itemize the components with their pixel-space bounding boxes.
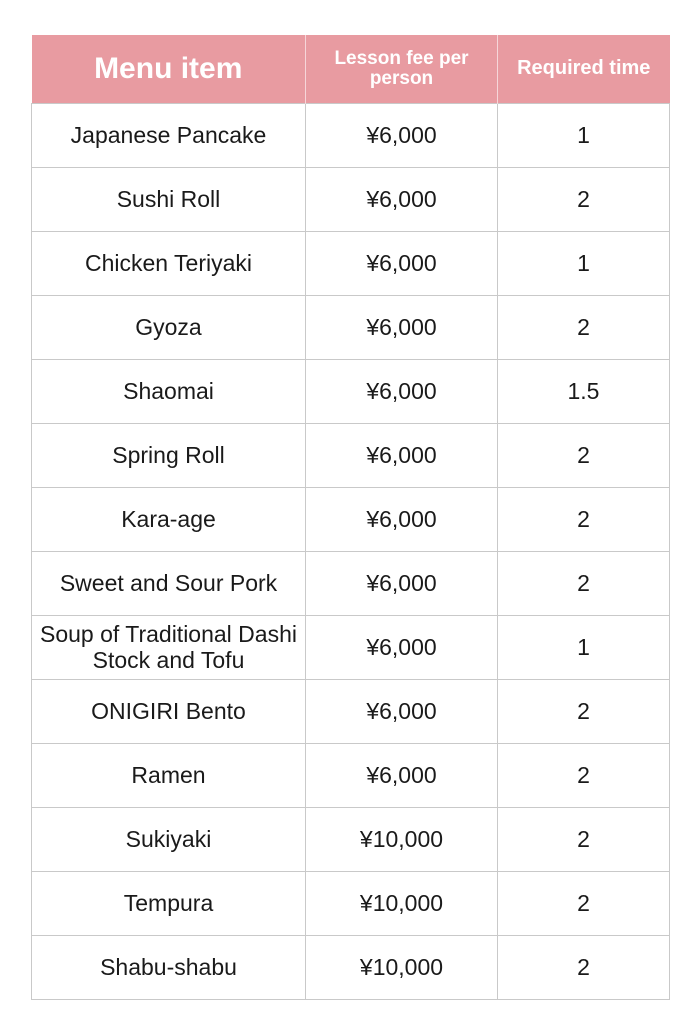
required-time-cell: 1.5: [498, 359, 670, 423]
menu-item-cell: Japanese Pancake: [32, 103, 306, 167]
table-body: [32, 103, 670, 999]
table-row: [32, 551, 670, 615]
menu-item-cell: Shaomai: [32, 359, 306, 423]
table-row: [32, 423, 670, 487]
table-header: [32, 35, 670, 103]
menu-item-cell: Sukiyaki: [32, 807, 306, 871]
required-time-cell: 2: [498, 551, 670, 615]
lesson-fee-cell: ¥6,000: [306, 167, 498, 231]
required-time-cell: 2: [498, 423, 670, 487]
header-menu-item: Menu item: [32, 35, 306, 103]
table-row: [32, 871, 670, 935]
required-time-cell: 2: [498, 871, 670, 935]
menu-item-cell: Sushi Roll: [32, 167, 306, 231]
lesson-fee-cell: ¥6,000: [306, 487, 498, 551]
table-row: [32, 295, 670, 359]
table-row: [32, 679, 670, 743]
menu-item-cell: ONIGIRI Bento: [32, 679, 306, 743]
required-time-cell: 2: [498, 167, 670, 231]
lesson-fee-cell: ¥6,000: [306, 359, 498, 423]
menu-item-cell: Sweet and Sour Pork: [32, 551, 306, 615]
table-row: [32, 103, 670, 167]
required-time-cell: 2: [498, 743, 670, 807]
required-time-cell: 1: [498, 231, 670, 295]
lesson-fee-cell: ¥6,000: [306, 103, 498, 167]
lesson-fee-cell: ¥6,000: [306, 743, 498, 807]
required-time-cell: 1: [498, 103, 670, 167]
menu-item-cell: Spring Roll: [32, 423, 306, 487]
required-time-cell: 1: [498, 615, 670, 679]
required-time-cell: 2: [498, 487, 670, 551]
menu-item-cell: Gyoza: [32, 295, 306, 359]
table-row: [32, 231, 670, 295]
table-row: [32, 935, 670, 999]
lesson-fee-cell: ¥10,000: [306, 807, 498, 871]
table-row: [32, 743, 670, 807]
menu-item-cell: Tempura: [32, 871, 306, 935]
required-time-cell: 2: [498, 807, 670, 871]
lesson-fee-cell: ¥6,000: [306, 295, 498, 359]
table-row: [32, 359, 670, 423]
lesson-fee-cell: ¥6,000: [306, 231, 498, 295]
required-time-cell: 2: [498, 679, 670, 743]
lesson-fee-cell: ¥10,000: [306, 935, 498, 999]
lesson-fee-cell: ¥6,000: [306, 679, 498, 743]
lesson-fee-cell: ¥6,000: [306, 551, 498, 615]
lesson-fee-cell: ¥6,000: [306, 423, 498, 487]
menu-item-cell: Chicken Teriyaki: [32, 231, 306, 295]
menu-price-table: [31, 35, 670, 1000]
table-row: [32, 167, 670, 231]
header-row: [32, 35, 670, 103]
lesson-fee-cell: ¥10,000: [306, 871, 498, 935]
required-time-cell: 2: [498, 935, 670, 999]
table-row: [32, 807, 670, 871]
table-row: [32, 487, 670, 551]
table-row: [32, 615, 670, 679]
menu-item-cell: Ramen: [32, 743, 306, 807]
menu-item-cell: Kara-age: [32, 487, 306, 551]
header-required-time: Required time: [498, 35, 670, 103]
lesson-fee-cell: ¥6,000: [306, 615, 498, 679]
menu-item-cell: Shabu-shabu: [32, 935, 306, 999]
required-time-cell: 2: [498, 295, 670, 359]
header-lesson-fee: Lesson fee per person: [306, 35, 498, 103]
menu-item-cell: Soup of Traditional Dashi Stock and Tofu: [32, 615, 306, 679]
